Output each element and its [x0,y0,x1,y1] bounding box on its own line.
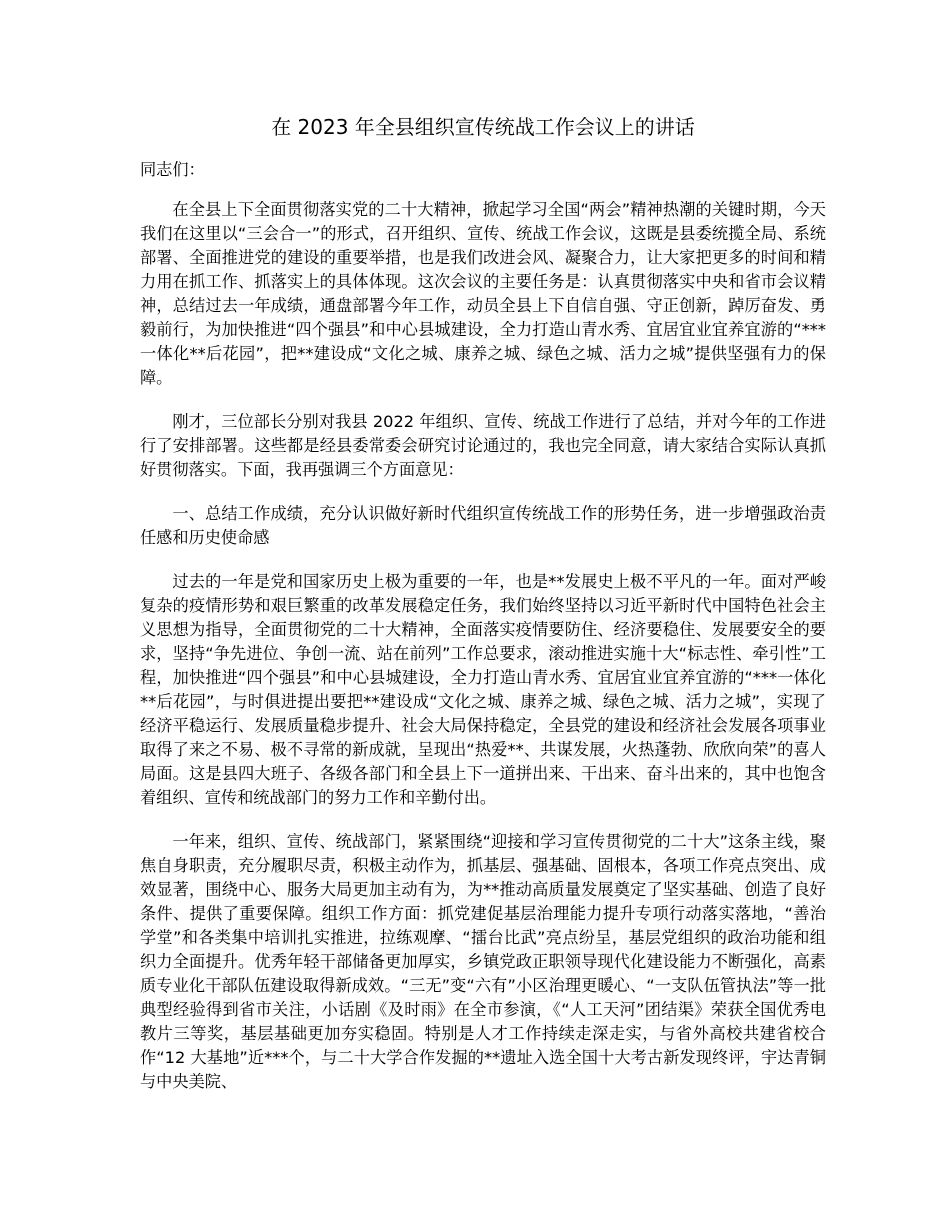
paragraph-departments-work: 一年来，组织、宣传、统战部门，紧紧围绕“迎接和学习宣传贯彻党的二十大”这条主线，聚焦自身职责，充分履职尽责，积极主动作为，抓基层、强基础、固根本，各项工作亮点突出、成效显著，围绕中心、服务大局更加主动有为，为**推动高质量发展奠定了坚实基础、创造了良好条件、提供了重要保障。组织工作方面：抓党建促基层治理能力提升专项行动落实落地，“善治学堂”和各类集中培训扎实推进，拉练观摩、“擂台比武”亮点纷呈，基层党组织的政治功能和组织力全面提升。优秀年轻干部储备更加厚实，乡镇党政正职领导现代化建设能力不断强化，高素质专业化干部队伍建设取得新成效。“三无”变“六有”小区治理更暖心、“一支队伍管执法”等一批典型经验得到省市关注，小话剧《及时雨》在全市参演，《“人工天河”团结渠》荣获全国优秀电教片三等奖，基层基础更加夯实稳固。特别是人才工作持续走深走实，与省外高校共建省校合作“12 大基地”近***个，与二十大学合作发掘的**遗址入选全国十大考古新发现终评，宇达青铜与中央美院、 [140,832,826,1091]
paragraph-past-year: 过去的一年是党和国家历史上极为重要的一年，也是**发展史上极不平凡的一年。面对严峻复杂的疫情形势和艰巨繁重的改革发展稳定任务，我们始终坚持以习近平新时代中国特色社会主义思想为指导，全面贯彻党的二十大精神，全面落实疫情要防住、经济要稳住、发展要安全的要求，坚持“争先进位、争创一流、站在前列”工作总要求，滚动推进实施十大“标志性、牵引性”工程，加快推进“四个强县”和中心县城建设，全力打造山青水秀、宜居宜业宜养宜游的“***一体化**后花园”，与时俱进提出要把**建设成“文化之城、康养之城、绿色之城、活力之城”，实现了经济平稳运行、发展质量稳步提升、社会大局保持稳定，全县党的建设和经济社会发展各项事业取得了来之不易、极不寻常的新成就，呈现出“热爱**、共谋发展，火热蓬勃、欣欣向荣”的喜人局面。这是县四大班子、各级各部门和全县上下一道拼出来、干出来、奋斗出来的，其中也饱含着组织、宣传和统战部门的努力工作和辛勤付出。 [140,572,826,807]
salutation: 同志们： [140,160,205,179]
section-heading-1: 一、总结工作成绩，充分认识做好新时代组织宣传统战工作的形势任务，进一步增强政治责任感和历史使命感 [140,504,826,547]
document-title: 在 2023 年全县组织宣传统战工作会议上的讲话 [271,115,695,139]
paragraph-opening: 在全县上下全面贯彻落实党的二十大精神，掀起学习全国“两会”精神热潮的关键时期，今天我们在这里以“三会合一”的形式，召开组织、宣传、统战工作会议，这既是县委统揽全局、系统部署、全面推进党的建设的重要举措，也是我们改进会风、凝聚合力，让大家把更多的时间和精力用在抓工作、抓落实上的具体体现。这次会议的主要任务是：认真贯彻落实中央和省市会议精神，总结过去一年成绩，通盘部署今年工作，动员全县上下自信自强、守正创新，踔厉奋发、勇毅前行，为加快推进“四个强县”和中心县城建设，全力打造山青水秀、宜居宜业宜养宜游的“***一体化**后花园”，把**建设成“文化之城、康养之城、绿色之城、活力之城”提供坚强有力的保障。 [140,200,826,387]
paragraph-summary-intro: 刚才，三位部长分别对我县 2022 年组织、宣传、统战工作进行了总结，并对今年的工作进行了安排部署。这些都是经县委常委会研究讨论通过的，我也完全同意，请大家结合实际认真抓好贯彻落实。下面，我再强调三个方面意见： [140,412,826,479]
document-page [140,112,826,1114]
